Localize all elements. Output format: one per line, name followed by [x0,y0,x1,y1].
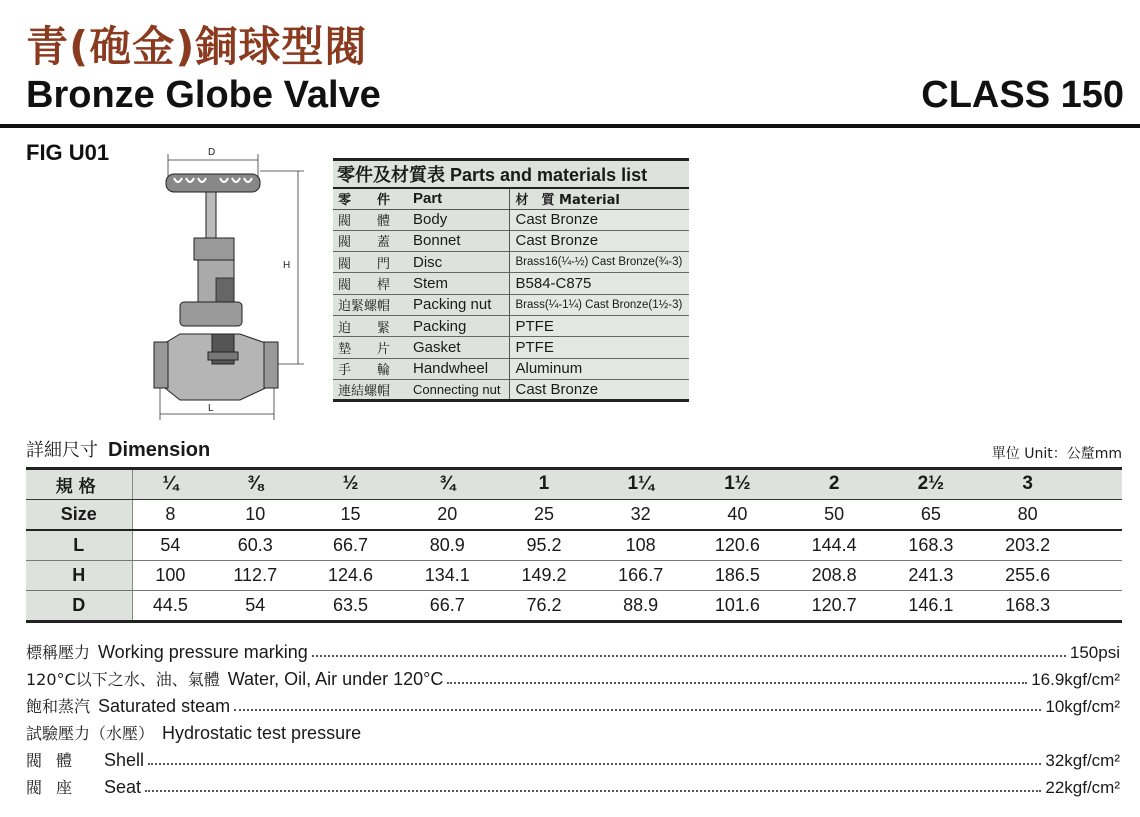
spec-shell [26,744,1120,771]
pressure-specs [26,636,1120,798]
page-title-en: Bronze Globe Valve [26,74,381,116]
connecting-nut-shape [180,302,242,326]
spec-label-zh: 120°C以下之水、油、氣體 [26,670,220,689]
handwheel-shape [166,174,260,192]
part-name-zh: 迫緊螺帽 [333,294,409,315]
part-material: Aluminum [509,358,689,379]
dimension-title-zh: 詳細尺寸 [26,440,98,461]
cell: 186.5 [689,560,786,591]
dimension-title [26,436,210,462]
parts-row [333,252,689,273]
part-material: PTFE [509,315,689,336]
spec-seat [26,771,1120,798]
header-pad [1076,469,1122,500]
cell: 54 [132,530,208,561]
spec-label-zh: 閥座 [26,778,87,797]
spec-label-en: Shell [104,750,145,770]
parts-header-material: 材 質 Material [509,188,689,209]
part-name-zh: 迫 緊 [333,315,409,336]
part-name-en: Packing nut [409,294,509,315]
cell: 149.2 [496,560,593,591]
dimension-h-label: H [283,260,291,271]
part-material: Cast Bronze [509,209,689,230]
dimension-d-label: D [208,147,216,158]
cell: 66.7 [302,530,399,561]
part-material: B584-C875 [509,273,689,294]
leader-dots [312,655,1066,657]
part-name-zh: 閥 門 [333,252,409,273]
spec-label-zh: 試驗壓力（水壓） [26,724,155,743]
table-row [26,560,1122,591]
spec-label-zh: 閥體 [26,751,87,770]
row-label: L [26,530,132,561]
part-name-en: Body [409,209,509,230]
cell: 15 [302,499,399,530]
cell: 146.1 [882,591,979,622]
leader-dots [234,709,1041,711]
cell: 166.7 [592,560,689,591]
leader-dots [447,682,1027,684]
part-name-zh: 閥 體 [333,209,409,230]
table-row [26,591,1122,622]
parts-materials-table [333,158,689,402]
size-nominal: ½ [302,469,399,500]
figure-label: FIG U01 [26,140,110,165]
class-label: CLASS 150 [921,74,1124,116]
cell: 108 [592,530,689,561]
leader-dots [145,790,1041,792]
row-pad [1076,530,1122,561]
cell: 44.5 [132,591,208,622]
cell: 60.3 [208,530,302,561]
part-name-zh: 手 輪 [333,358,409,379]
part-name-zh: 連結螺帽 [333,379,409,400]
spec-label-en: Hydrostatic test pressure [162,723,362,743]
spec-label-en: Saturated steam [98,696,231,716]
cell: 54 [208,591,302,622]
cell: 10 [208,499,302,530]
spec-header-label: 規格 [26,469,132,500]
parts-row [333,230,689,251]
parts-row [333,273,689,294]
parts-row [333,209,689,230]
spec-label-en: Water, Oil, Air under 120°C [227,669,444,689]
cell: 8 [132,499,208,530]
spec-value: 16.9kgf/cm² [1031,670,1120,689]
cell: 208.8 [786,560,883,591]
cell: 144.4 [786,530,883,561]
cell: 255.6 [979,560,1076,591]
parts-header-en: Part [409,188,509,209]
size-nominal: 3 [979,469,1076,500]
size-nominal: ¼ [132,469,208,500]
parts-row [333,379,689,400]
cell: 65 [882,499,979,530]
body-shape [154,334,278,400]
spec-label-en: Working pressure marking [98,642,308,662]
part-name-en: Stem [409,273,509,294]
part-material: Brass(¼-1¼) Cast Bronze(1½-3) [509,294,689,315]
part-name-en: Handwheel [409,358,509,379]
part-name-zh: 閥 蓋 [333,230,409,251]
spec-working-pressure [26,636,1120,663]
cell: 20 [399,499,496,530]
unit-label: 單位 Unit：公釐mm [991,446,1122,462]
cell: 168.3 [979,591,1076,622]
dimension-table [26,467,1122,623]
cell: 134.1 [399,560,496,591]
size-nominal: 2 [786,469,883,500]
cell: 101.6 [689,591,786,622]
row-label: D [26,591,132,622]
spec-water-oil-air [26,663,1120,690]
cell: 120.7 [786,591,883,622]
leader-dots [148,763,1041,765]
size-nominal: 2½ [882,469,979,500]
dimension-h-line [260,171,304,364]
size-header-row [26,469,1122,500]
cell: 63.5 [302,591,399,622]
part-material: PTFE [509,337,689,358]
packing-nut-shape [194,238,234,260]
dimension-l-label: L [208,403,214,414]
row-pad [1076,591,1122,622]
part-name-zh: 閥 桿 [333,273,409,294]
header-rule [0,124,1140,128]
part-material: Cast Bronze [509,230,689,251]
cell: 112.7 [208,560,302,591]
part-name-en: Disc [409,252,509,273]
spec-hydrostatic-heading [26,717,1120,744]
row-pad [1076,499,1122,530]
cell: 25 [496,499,593,530]
cell: 124.6 [302,560,399,591]
cell: 40 [689,499,786,530]
part-name-en: Connecting nut [409,379,509,400]
size-nominal: ⅜ [208,469,302,500]
cell: 50 [786,499,883,530]
dimension-title-en: Dimension [108,439,211,461]
parts-header-zh: 零 件 [333,188,409,209]
cell: 80.9 [399,530,496,561]
stem-shape [206,192,216,242]
row-pad [1076,560,1122,591]
size-nominal: 1½ [689,469,786,500]
page-title-zh: 青(砲金)銅球型閥 [26,22,368,71]
part-name-zh: 墊 片 [333,337,409,358]
cell: 88.9 [592,591,689,622]
valve-drawing [140,138,315,423]
part-name-en: Packing [409,315,509,336]
cell: 168.3 [882,530,979,561]
cell: 95.2 [496,530,593,561]
parts-table-caption: 零件及材質表 Parts and materials list [333,160,689,189]
row-label: Size [26,499,132,530]
part-name-en: Gasket [409,337,509,358]
spec-saturated-steam [26,690,1120,717]
part-material: Brass16(¼-½) Cast Bronze(¾-3) [509,252,689,273]
cell: 100 [132,560,208,591]
cell: 32 [592,499,689,530]
spec-label-zh: 標稱壓力 [26,643,91,662]
cell: 66.7 [399,591,496,622]
parts-row [333,315,689,336]
size-nominal: ¾ [399,469,496,500]
table-row [26,499,1122,530]
row-label: H [26,560,132,591]
cell: 76.2 [496,591,593,622]
size-nominal: 1¼ [592,469,689,500]
parts-row [333,294,689,315]
parts-row [333,358,689,379]
cell: 203.2 [979,530,1076,561]
cell: 120.6 [689,530,786,561]
spec-value: 10kgf/cm² [1045,697,1120,716]
size-nominal: 1 [496,469,593,500]
part-name-en: Bonnet [409,230,509,251]
cell: 80 [979,499,1076,530]
table-row [26,530,1122,561]
cell: 241.3 [882,560,979,591]
parts-row [333,337,689,358]
spec-label-en: Seat [104,777,142,797]
spec-label-zh: 飽和蒸汽 [26,697,91,716]
spec-value: 32kgf/cm² [1045,751,1120,770]
spec-value: 150psi [1069,643,1120,662]
spec-value: 22kgf/cm² [1045,778,1120,797]
part-material: Cast Bronze [509,379,689,400]
